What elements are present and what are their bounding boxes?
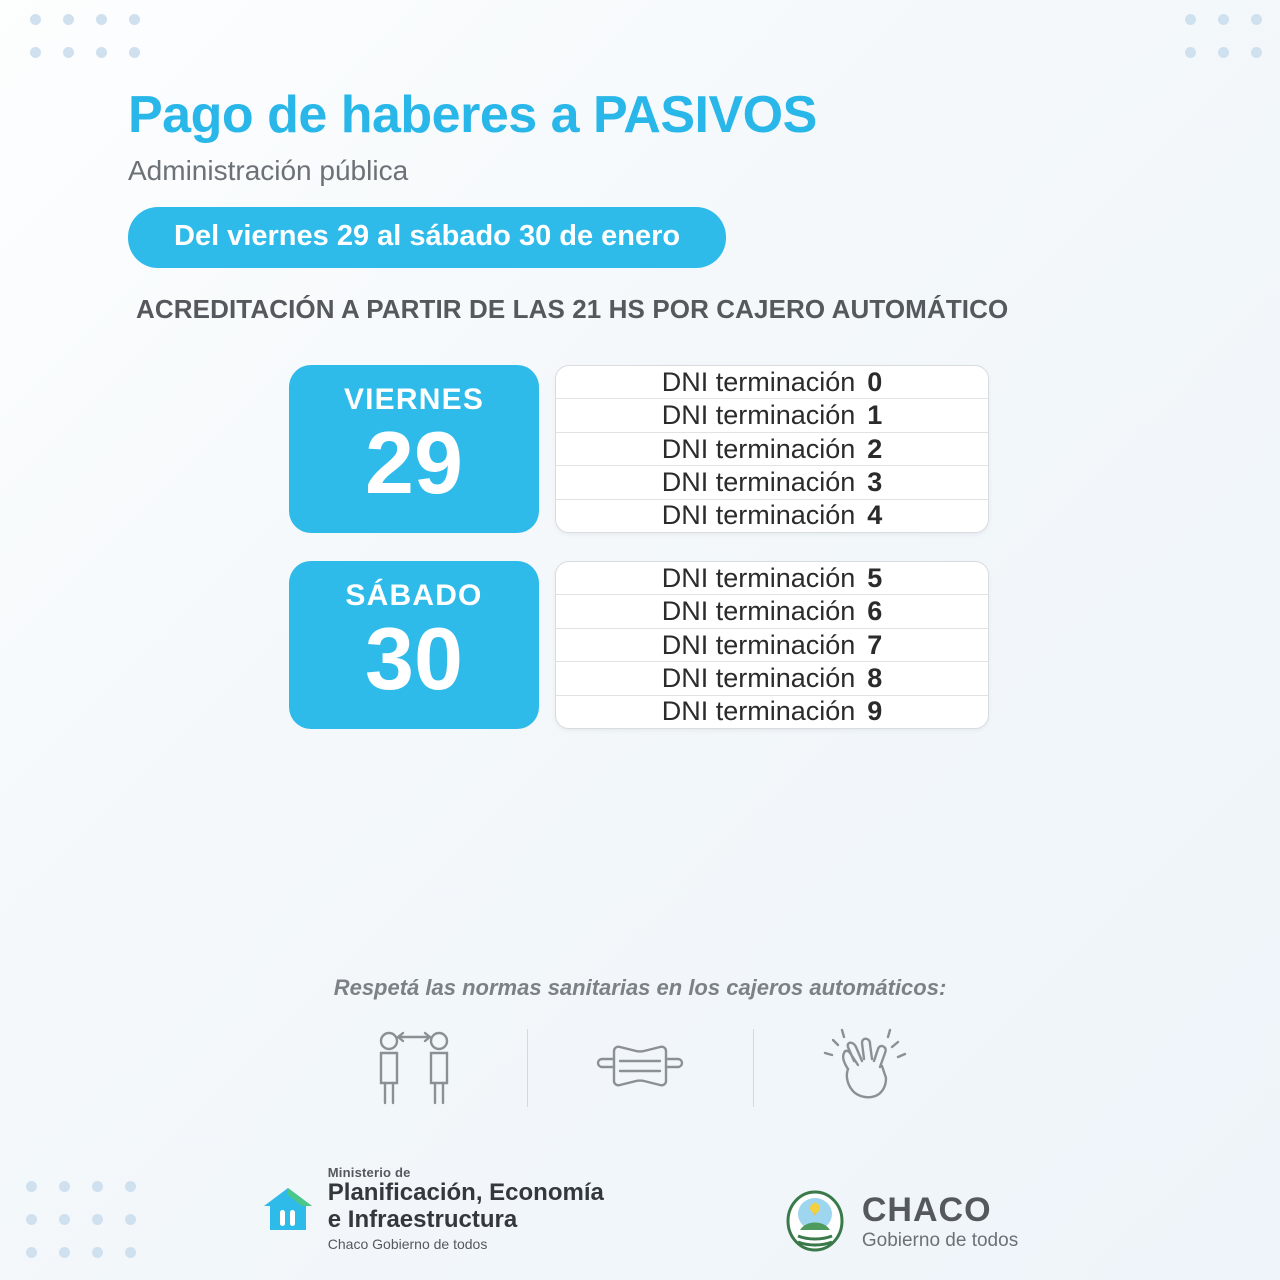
dni-label: DNI terminación <box>661 466 856 497</box>
ministry-logo <box>262 1165 604 1252</box>
page-title: Pago de haberes a PASIVOS <box>128 86 817 144</box>
schedule-blocks <box>289 365 989 757</box>
dni-label: DNI terminación <box>661 366 856 397</box>
date-range-badge: Del viernes 29 al sábado 30 de enero <box>128 207 726 268</box>
dni-digit: 3 <box>867 466 883 497</box>
list-item <box>556 466 988 499</box>
chaco-logo <box>784 1190 1018 1252</box>
list-item <box>556 399 988 432</box>
schedule-row <box>289 561 989 729</box>
list-item <box>556 696 988 728</box>
dni-digit: 5 <box>867 562 883 593</box>
day-number: 29 <box>365 413 463 512</box>
day-number: 30 <box>365 609 463 708</box>
dni-list-friday <box>555 365 989 533</box>
schedule-row <box>289 365 989 533</box>
social-distance-icon <box>302 1027 527 1109</box>
ministry-line1: Ministerio de <box>327 1165 411 1181</box>
dni-digit: 8 <box>867 662 883 693</box>
page-subtitle: Administración pública <box>128 154 409 186</box>
dni-label: DNI terminación <box>661 662 856 693</box>
accreditation-note: ACREDITACIÓN A PARTIR DE LAS 21 HS POR CAJERO AUTOMÁTICO <box>136 293 1009 324</box>
list-item <box>556 595 988 628</box>
dni-digit: 0 <box>867 366 883 397</box>
dni-label: DNI terminación <box>661 596 856 627</box>
dni-list-saturday <box>555 561 989 729</box>
list-item <box>556 562 988 595</box>
dni-digit: 1 <box>867 400 883 431</box>
dni-digit: 7 <box>867 629 883 660</box>
dni-label: DNI terminación <box>661 562 856 593</box>
day-card-saturday <box>289 561 539 729</box>
dni-label: DNI terminación <box>661 433 856 464</box>
dni-digit: 6 <box>867 596 883 627</box>
dni-digit: 2 <box>867 433 883 464</box>
ministry-line3: e Infraestructura <box>327 1206 518 1234</box>
dni-label: DNI terminación <box>661 696 856 727</box>
province-name: CHACO <box>861 1190 992 1229</box>
list-item <box>556 629 988 662</box>
day-card-friday <box>289 365 539 533</box>
face-mask-icon <box>528 1029 753 1107</box>
chaco-coat-of-arms-icon <box>784 1190 846 1252</box>
decorative-dots-top-right <box>1185 14 1262 58</box>
footer <box>0 1165 1280 1252</box>
ministry-line4: Chaco Gobierno de todos <box>327 1236 488 1252</box>
ministry-line2: Planificación, Economía <box>327 1179 604 1207</box>
dni-digit: 9 <box>867 696 883 727</box>
header <box>128 88 1158 325</box>
dni-label: DNI terminación <box>661 400 856 431</box>
list-item <box>556 500 988 532</box>
dni-label: DNI terminación <box>661 500 856 531</box>
house-icon <box>262 1184 314 1234</box>
dni-label: DNI terminación <box>661 629 856 660</box>
day-name: SÁBADO <box>345 579 483 612</box>
list-item <box>556 433 988 466</box>
dni-digit: 4 <box>867 500 883 531</box>
sanitary-icons <box>0 1025 1280 1111</box>
hand-washing-icon <box>754 1025 979 1111</box>
decorative-dots-top-left <box>30 14 140 58</box>
list-item <box>556 366 988 399</box>
sanitary-note: Respetá las normas sanitarias en los cajeros automáticos: <box>333 975 947 1000</box>
province-tagline: Gobierno de todos <box>861 1229 1019 1251</box>
list-item <box>556 662 988 695</box>
day-name: VIERNES <box>343 383 485 416</box>
